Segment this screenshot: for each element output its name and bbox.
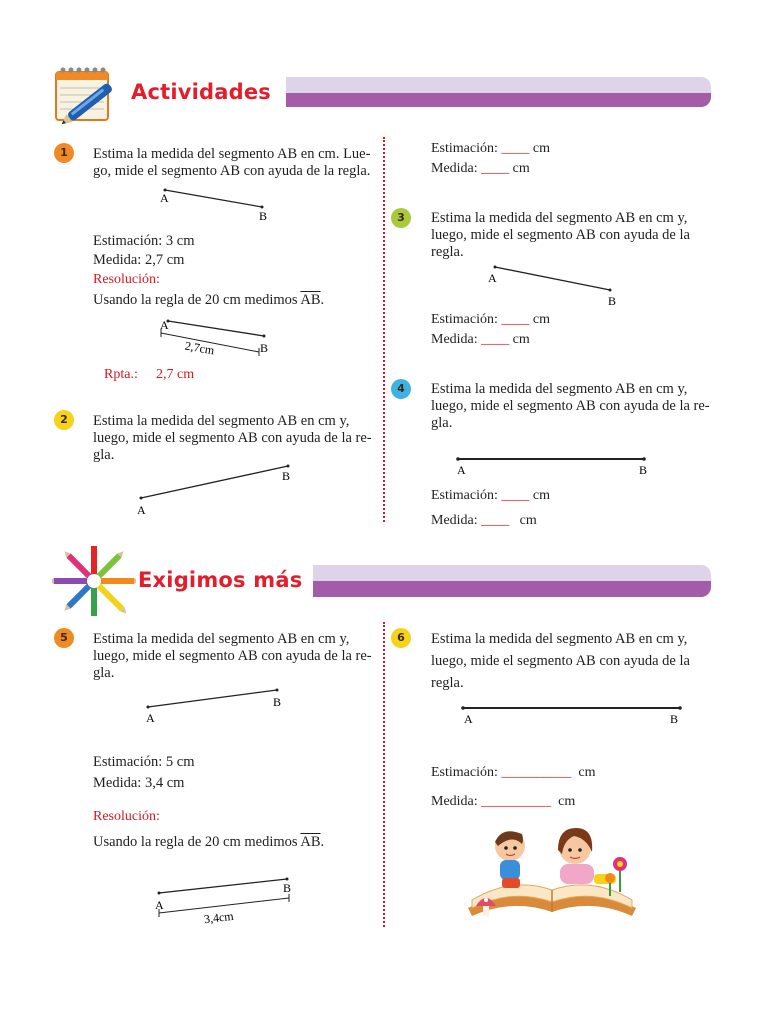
segment-ab-figure: [455, 700, 695, 730]
actividades-band-top: [286, 77, 711, 93]
problem-3-line2: luego, mide el segmento AB con ayuda de la: [431, 227, 690, 243]
medida-blank: __________: [481, 794, 552, 809]
problem-4-line3: gla.: [431, 415, 453, 431]
measured-segment-figure: [150, 308, 280, 366]
notepad-pen-icon: [50, 62, 122, 124]
problem-5-line1: Estima la medida del segmento AB en cm y,: [93, 631, 350, 647]
problem-number-badge: 6: [391, 628, 411, 648]
problem-6-line2: luego, mide el segmento AB con ayuda de la: [431, 653, 690, 669]
estimacion-blank: ____: [501, 312, 530, 327]
medida-blank: ____: [481, 161, 510, 176]
point-a-label: A: [146, 711, 155, 725]
problem-5-line2: luego, mide el segmento AB con ayuda de la re-: [93, 648, 372, 664]
column-divider-bottom: [383, 622, 385, 927]
point-a-label: A: [457, 463, 466, 477]
prev-medida: Medida: ____ cm: [431, 161, 530, 176]
problem-5-resolucion-text: Usando la regla de 20 cm medimos $\overline{AB}$.: [93, 834, 325, 850]
problem-6-estimacion: Estimación: __________ cm: [431, 765, 596, 780]
measured-segment-figure: [148, 870, 303, 926]
problem-4-line1: Estima la medida del segmento AB en cm y,: [431, 381, 688, 397]
problem-6-line1: Estima la medida del segmento AB en cm y,: [431, 631, 688, 647]
point-a-label: A: [488, 271, 497, 285]
estimacion-blank: __________: [501, 765, 572, 780]
overline-ab: $\overline{AB}$: [300, 834, 321, 850]
colored-pencils-icon: [52, 546, 136, 616]
segment-ab: [168, 321, 264, 336]
segment-ab: [159, 879, 287, 893]
problem-5-estimacion: Estimación: 5 cm: [93, 754, 195, 770]
problem-number-badge: 5: [54, 628, 74, 648]
point-a-label: A: [464, 712, 473, 726]
measure-label: 3,4cm: [203, 908, 235, 926]
problem-1-estimacion: Estimación: 3 cm: [93, 233, 195, 249]
problem-number-badge: 4: [391, 379, 411, 399]
point-b-label: B: [608, 294, 617, 308]
overline-ab: $\overline{AB}$: [300, 292, 321, 308]
problem-5-resolucion-label: Resolución:: [93, 809, 160, 824]
medida-blank: ____: [481, 513, 510, 528]
point-a-label: A: [160, 318, 169, 332]
point-b-label: B: [259, 209, 268, 223]
point-b-label: B: [273, 695, 282, 709]
problem-4-medida: Medida: ____ cm: [431, 513, 537, 528]
prev-estimacion: Estimación: ____ cm: [431, 141, 550, 156]
point-b-label: B: [283, 881, 292, 895]
exigimos-band-top: [313, 565, 711, 581]
point-a-label: A: [160, 191, 169, 205]
problem-1-resolucion-label: Resolución:: [93, 272, 160, 287]
point-b-label: B: [639, 463, 648, 477]
problem-1-medida: Medida: 2,7 cm: [93, 252, 185, 268]
problem-1-rpta-value: 2,7 cm: [156, 367, 195, 382]
measure-label: 2,7cm: [183, 338, 216, 358]
problem-4-line2: luego, mide el segmento AB con ayuda de la re-: [431, 398, 710, 414]
point-b-label: B: [670, 712, 679, 726]
medida-blank: ____: [481, 332, 510, 347]
problem-number-badge: 3: [391, 208, 411, 228]
segment-ab-figure: [450, 450, 660, 480]
problem-2-line2: luego, mide el segmento AB con ayuda de la re-: [93, 430, 372, 446]
actividades-title: Actividades: [131, 80, 272, 104]
point-a-label: A: [137, 503, 146, 517]
problem-5-medida: Medida: 3,4 cm: [93, 775, 185, 791]
segment-ab-figure: [138, 684, 298, 726]
problem-3-medida: Medida: ____ cm: [431, 332, 530, 347]
segment-ab-figure: [480, 260, 620, 310]
problem-2-line3: gla.: [93, 447, 115, 463]
column-divider-top: [383, 137, 385, 522]
segment-ab-figure: [130, 460, 300, 520]
actividades-band-bottom: [286, 93, 711, 107]
segment-ab: [165, 190, 262, 207]
problem-number-badge: 1: [54, 143, 74, 163]
problem-6-line3: regla.: [431, 675, 464, 691]
problem-4-estimacion: Estimación: ____ cm: [431, 488, 550, 503]
exigimos-title: Exigimos más: [138, 568, 303, 592]
segment-ab: [141, 466, 291, 498]
problem-3-line3: regla.: [431, 244, 464, 260]
exigimos-band-bottom: [313, 581, 711, 597]
point-b-label: B: [282, 469, 291, 483]
problem-2-line1: Estima la medida del segmento AB en cm y,: [93, 413, 350, 429]
problem-3-line1: Estima la medida del segmento AB en cm y,: [431, 210, 688, 226]
problem-1-rpta-label: Rpta.:: [104, 367, 138, 382]
estimacion-blank: ____: [501, 488, 530, 503]
problem-3-estimacion: Estimación: ____ cm: [431, 312, 550, 327]
kids-reading-illustration: [462, 820, 642, 925]
point-a-label: A: [155, 898, 164, 912]
problem-1-line2: go, mide el segmento AB con ayuda de la regla.: [93, 163, 371, 179]
problem-1-resolucion-text: Usando la regla de 20 cm medimos $\overline{AB}$.: [93, 292, 325, 308]
problem-5-line3: gla.: [93, 665, 115, 681]
point-b-label: B: [260, 341, 269, 355]
problem-1-line1: Estima la medida del segmento AB en cm. Lue-: [93, 146, 371, 162]
segment-ab: [148, 690, 277, 707]
segment-ab-figure: [150, 180, 280, 225]
problem-number-badge: 2: [54, 410, 74, 430]
segment-ab: [495, 267, 610, 290]
estimacion-blank: ____: [501, 141, 530, 156]
problem-6-medida: Medida: __________ cm: [431, 794, 576, 809]
